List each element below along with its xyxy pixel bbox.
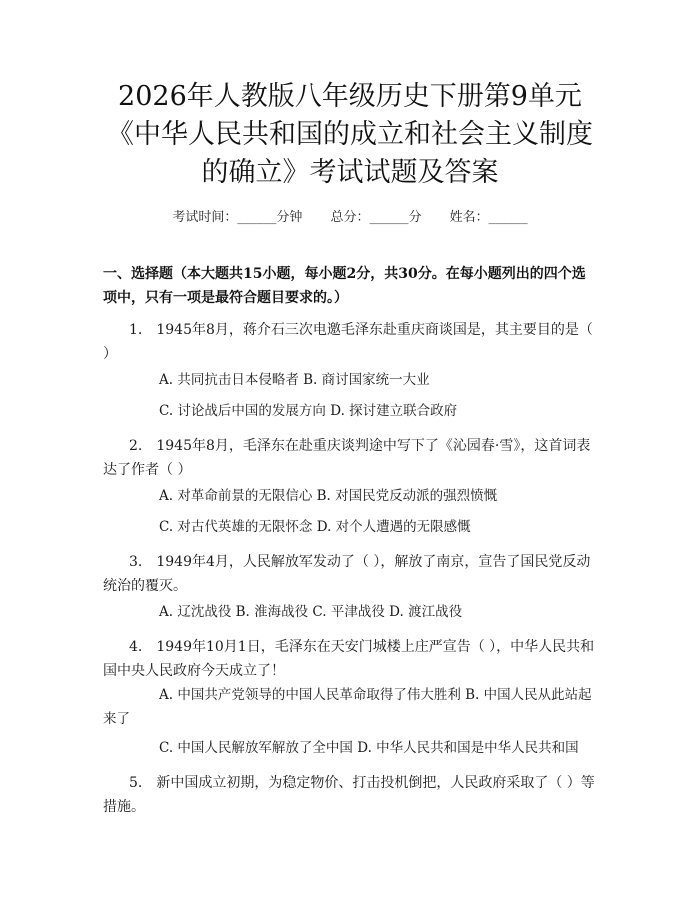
question-5-stem: 5. 新中国成立初期，为稳定物价、打击投机倒把，人民政府采取了（ ）等措施。 bbox=[103, 775, 595, 815]
exam-time-field: 考试时间：______分钟 bbox=[172, 210, 303, 225]
question-3-stem: 3. 1949年4月，人民解放军发动了（ ），解放了南京，宣告了国民党反动统治的覆灭。 bbox=[103, 554, 591, 594]
question-4-options-c-d: C. 中国人民解放军解放了全中国 D. 中华人民共和国是中华人民共和国 bbox=[159, 740, 579, 756]
exam-info-line bbox=[0, 206, 700, 225]
question-1-options-a-b: A. 共同抗击日本侵略者 B. 商讨国家统一大业 bbox=[159, 372, 430, 388]
student-name-field: 姓名：______ bbox=[449, 210, 528, 225]
question-2-stem: 2. 1945年8月，毛泽东在赴重庆谈判途中写下了《沁园春·雪》，这首词表达了作者（ ） bbox=[103, 438, 591, 478]
question-1-stem: 1. 1945年8月，蒋介石三次电邀毛泽东赴重庆商谈国是，其主要目的是（ ） bbox=[103, 322, 593, 362]
question-2-options-c-d: C. 对古代英雄的无限怀念 D. 对个人遭遇的无限感慨 bbox=[159, 519, 471, 535]
question-4-stem: 4. 1949年10月1日，毛泽东在天安门城楼上庄严宣告（ ），中华人民共和国中央人民政府今天成立了！ bbox=[103, 639, 595, 679]
question-1-options-c-d: C. 讨论战后中国的发展方向 D. 探讨建立联合政府 bbox=[159, 403, 458, 419]
question-4-options-a-b: A. 中国共产党领导的中国人民革命取得了伟大胜利 B. 中国人民从此站起来了 bbox=[103, 687, 592, 727]
question-3-options: A. 辽沈战役 B. 淮海战役 C. 平津战役 D. 渡江战役 bbox=[159, 604, 463, 620]
document-title: 2026年人教版八年级历史下册第9单元《中华人民共和国的成立和社会主义制度的确立》考试试题及答案 bbox=[107, 81, 593, 188]
total-score-field: 总分：______分 bbox=[330, 210, 422, 225]
section-heading: 一、选择题（本大题共15小题，每小题2分，共30分。在每小题列出的四个选项中，只有一项是最符合题目要求的。） bbox=[103, 266, 586, 306]
question-2-options-a-b: A. 对革命前景的无限信心 B. 对国民党反动派的强烈愤慨 bbox=[159, 488, 498, 504]
